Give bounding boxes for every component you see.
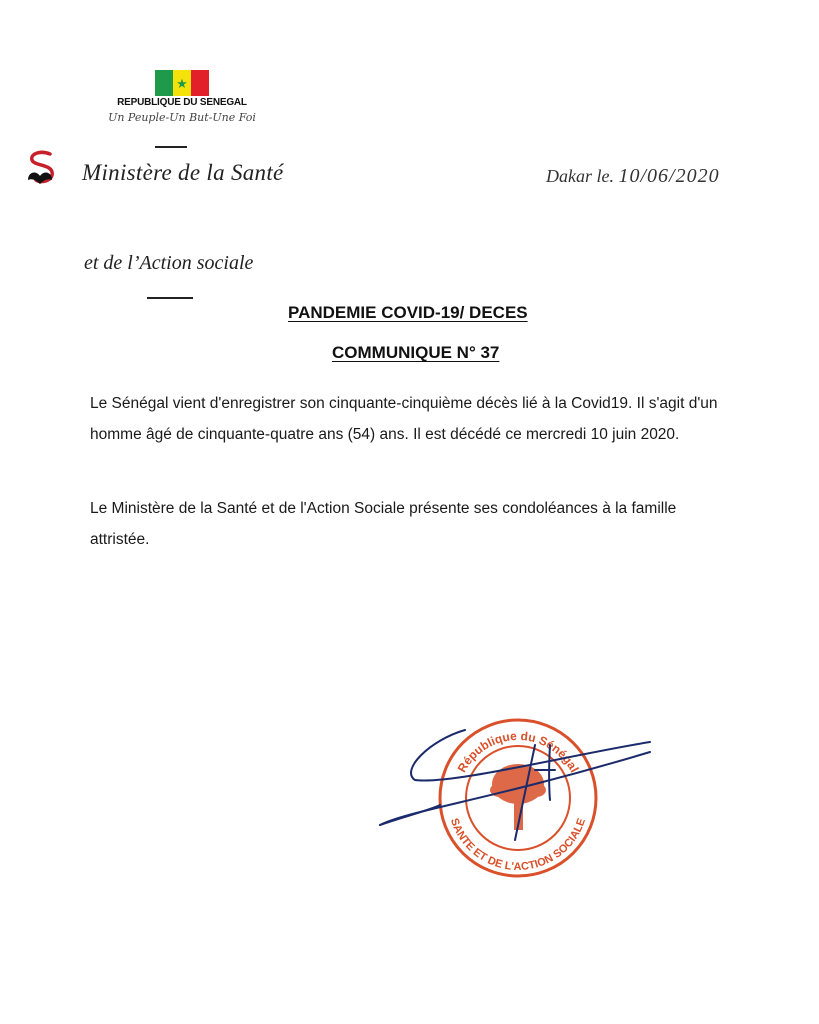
divider-bottom [147, 297, 193, 299]
headline: PANDEMIE COVID-19/ DECES [288, 303, 528, 322]
national-motto: Un Peuple-Un But-Une Foi [108, 111, 256, 124]
body-paragraph-1: Le Sénégal vient d'enregistrer son cinquante-cinquième décès lié à la Covid19. Il s'agit d'un homme âgé de cinquante-quatre ans (54) ans. Il est décédé ce mercredi 10 juin 2020. [90, 395, 718, 443]
stamp-top-text: République du Sénégal [454, 728, 582, 775]
communique-number: COMMUNIQUE N° 37 [332, 343, 500, 362]
date-value: 10/06/2020 [618, 165, 720, 187]
document-date [546, 165, 720, 188]
baobab-tree-icon [490, 764, 546, 830]
flag-yellow-band [173, 70, 191, 96]
date-prefix: Dakar le. [546, 166, 614, 186]
body-paragraph-2: Le Ministère de la Santé et de l'Action Sociale présente ses condoléances à la famille attristée. [90, 500, 677, 548]
country-name: REPUBLIQUE DU SENEGAL [117, 97, 247, 108]
ministry-name-line2: et de l’Action sociale [84, 252, 254, 274]
flag-red-band [191, 70, 209, 96]
ministry-logo-icon [24, 150, 58, 190]
official-stamp [370, 700, 660, 880]
ministry-name: Ministère de la Santé [82, 160, 284, 185]
senegal-flag [155, 70, 209, 96]
flag-green-band [155, 70, 173, 96]
stamp-bottom-text: SANTE ET DE L'ACTION SOCIALE [447, 816, 589, 874]
star-icon: ★ [176, 75, 188, 91]
divider-top [155, 146, 187, 148]
